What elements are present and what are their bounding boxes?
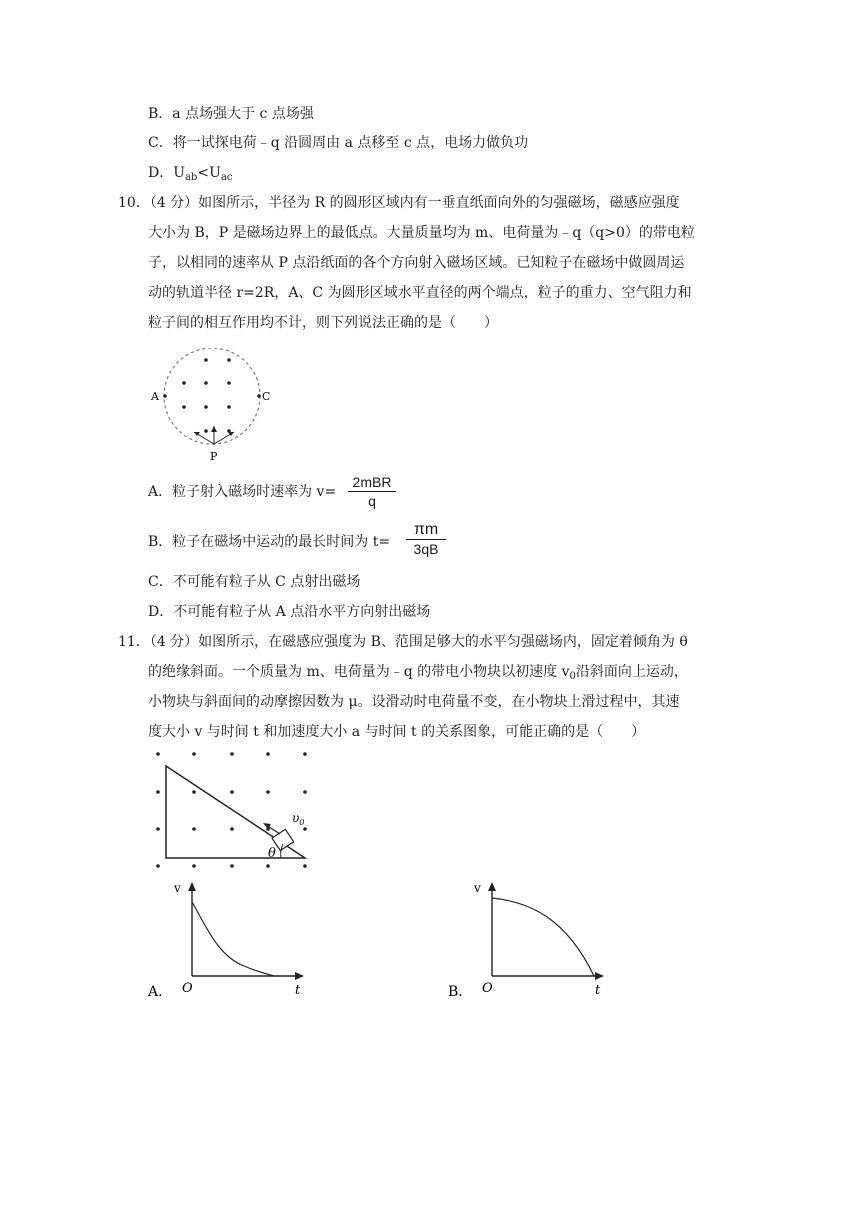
fraction-numerator: πm (413, 521, 439, 538)
q11-stem-line-2-sub: 0 (569, 671, 576, 682)
q10-option-c: C．不可能有粒子从 C 点射出磁场 (148, 574, 361, 590)
q11-stem-line-2-text: 的绝缘斜面。一个质量为 m、电荷量为﹣q 的带电小物块以初速度 v (148, 664, 570, 680)
q11-stem-line-2 (148, 662, 688, 687)
label-v0: $\upsilon_0$ (292, 811, 305, 827)
q9-option-d-mid: <U (197, 165, 221, 181)
q9-option-d-prefix: D．U (148, 165, 186, 181)
graph-a-origin: O (182, 981, 193, 996)
q11-stem-line-4: 度大小 v 与时间 t 和加速度大小 a 与时间 t 的关系图象，可能正确的是（ ） (148, 724, 646, 740)
q10-stem-line-5: 粒子间的相互作用均不计，则下列说法正确的是（ ） (148, 315, 498, 331)
q10-option-b-prefix: B．粒子在磁场中运动的最长时间为 t= (148, 534, 391, 550)
graph-a-xlabel: t (295, 983, 301, 998)
fraction-denominator: q (368, 493, 376, 509)
graph-b-origin: O (482, 981, 493, 996)
q9-option-b: B．a 点场强大于 c 点场强 (148, 106, 314, 122)
graph-b-curve (492, 898, 594, 976)
q11-graph-b (448, 878, 618, 1002)
fraction-denominator: 3qB (413, 541, 439, 557)
label-point-c: C (262, 390, 271, 403)
q9-option-d (148, 163, 233, 188)
label-point-a: A (151, 390, 159, 403)
q9-option-d-sub-ac: ac (220, 172, 233, 183)
label-point-p: P (210, 450, 218, 463)
fraction-numerator: 2mBR (352, 474, 392, 490)
graph-b-option-label: B． (448, 984, 473, 1000)
label-theta: θ (268, 846, 276, 861)
graph-a-ylabel: v (174, 881, 181, 895)
q10-stem-line-1: 10．（4 分）如图所示，半径为 R 的圆形区域内有一垂直纸面向外的匀强磁场，磁感应强度 (118, 195, 680, 211)
graph-b-xlabel: t (595, 983, 601, 998)
q10-stem-line-3: 子，以相同的速率从 P 点沿纸面的各个方向射入磁场区域。已知粒子在磁场中做圆周运 (148, 255, 685, 271)
q11-stem-line-2-tail: 沿斜面向上运动， (575, 664, 688, 680)
graph-b-ylabel: v (474, 881, 481, 895)
q10-option-d: D．不可能有粒子从 A 点沿水平方向射出磁场 (148, 604, 431, 620)
q11-stem-line-3: 小物块与斜面间的动摩擦因数为 μ。设滑动时电荷量不变，在小物块上滑过程中，其速 (148, 694, 680, 710)
field-dots (163, 358, 261, 433)
q11-graph-a (148, 878, 318, 1002)
q10-stem-line-4: 动的轨道半径 r=2R，A、C 为圆形区域水平直径的两个端点，粒子的重力、空气阻力和 (148, 285, 692, 301)
field-boundary-circle (164, 348, 260, 444)
q9-option-d-sub-ab: ab (185, 172, 198, 183)
q10-stem-line-2: 大小为 B，P 是磁场边界上的最低点。大量质量均为 m、电荷量为﹣q（q>0）的带电粒 (148, 225, 695, 241)
q10-option-a-prefix: A．粒子射入磁场时速率为 v= (148, 484, 337, 500)
q11-figure-incline (148, 748, 318, 872)
q10-figure-circular-field (148, 348, 272, 464)
q10-option-b-fraction (406, 522, 446, 557)
q9-option-c: C．将一试探电荷﹣q 沿圆周由 a 点移至 c 点，电场力做负功 (148, 135, 529, 151)
graph-a-curve (192, 902, 274, 976)
q10-option-a-fraction (348, 474, 396, 509)
graph-a-option-label: A． (148, 984, 173, 1000)
q11-stem-line-1: 11．（4 分）如图所示，在磁感应强度为 B、范围足够大的水平匀强磁场内，固定着倾角为 θ (118, 634, 688, 650)
